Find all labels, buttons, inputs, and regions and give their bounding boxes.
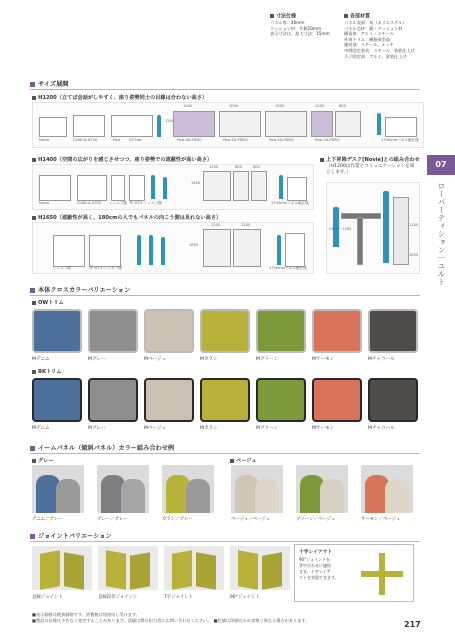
- chapter-label: ローパーティション｜ユルト: [437, 182, 446, 286]
- person-figure: [137, 235, 141, 265]
- panel-side-view: [285, 233, 305, 267]
- ow-trim-swatch: [312, 309, 362, 353]
- caption: シェルフ棚: [109, 201, 127, 205]
- joint-label: T字ジョイント: [164, 595, 193, 600]
- dimension-spec: [270, 14, 330, 37]
- bk-trim-heading: BKトリム: [32, 368, 62, 375]
- combination-photo: [32, 465, 84, 513]
- novie-heading: 上下昇降デスク[Novie]との組み合わせ: [320, 156, 420, 163]
- dimension-label: 1200: [241, 223, 251, 227]
- ow-trim-swatch-label: Mグリーン: [256, 357, 279, 362]
- height-label: 1200: [165, 119, 175, 123]
- caption: 1700mmパネル幅仕様: [269, 266, 307, 270]
- joint-photo: [32, 546, 92, 590]
- panel-front-view: [233, 229, 261, 267]
- panel-front-view: [251, 171, 267, 201]
- bk-trim-swatch-label: Mグリーン: [256, 426, 279, 431]
- combination-photo: [97, 465, 149, 513]
- caption: 1700mmパネル幅仕様: [271, 201, 309, 205]
- square-bullet-icon: [32, 96, 36, 100]
- person-figure: [383, 191, 389, 263]
- desk-plan: [39, 175, 71, 201]
- material-spec-line: 中間固定金具：スチール、塗装仕上げ: [344, 48, 415, 54]
- beige-group-heading: ベージュ: [230, 457, 257, 464]
- desk-plan: [39, 117, 67, 137]
- dimension-label: 1000: [183, 104, 193, 108]
- panel-front-view: [203, 229, 231, 267]
- dimension-label: 1000: [275, 104, 285, 108]
- cross-layout-note: 90°ジョイントを 背中合わせに連結 させ、十字レイア ウトを実現できます。: [299, 557, 339, 580]
- panel-side-view: [287, 177, 307, 201]
- square-bullet-icon: [320, 158, 324, 162]
- combination-photo: [296, 465, 348, 513]
- material-spec-line: パネル表面：布（ポリエステル）: [344, 20, 407, 26]
- caption: Pow-SA-PDRQ: [223, 138, 248, 142]
- desk-side-view: [111, 115, 153, 137]
- combination-photo: [162, 465, 214, 513]
- chair-plan: [73, 115, 105, 137]
- shelf-view: [53, 235, 85, 267]
- dimension-label: 600: [253, 165, 260, 169]
- dimension-label: 800: [339, 104, 346, 108]
- footer-note: ■製品の仕様は予告なく変更することがあります。詳細は弊社担当者にお問い合わせください。 ■色調は印刷のため実物と異なる場合があります。: [32, 618, 310, 623]
- height-label: 1650: [189, 243, 199, 247]
- panel-front-view: [265, 111, 307, 137]
- caption: Pow-SA-PDRQ: [315, 138, 340, 142]
- shelf-view: [111, 175, 125, 201]
- h1400-diagram: [32, 164, 314, 210]
- size-section-title: サイズ展開: [30, 80, 420, 89]
- cross-layout-icon: [357, 551, 407, 597]
- section-marker-icon: [30, 288, 35, 293]
- cross-layout-box: [294, 544, 414, 602]
- section-marker-icon: [30, 446, 35, 451]
- desk-leg: [357, 217, 363, 265]
- material-spec-line: 連結部：スチール、メッキ: [344, 42, 394, 48]
- panel-side-view: [393, 197, 409, 265]
- h1200-heading: H1200（立てば会話がしやすく、座り姿勢同士の目線は合わない高さ）: [32, 94, 207, 101]
- square-bullet-icon: [230, 459, 234, 463]
- ow-trim-swatch-label: Mグレー: [88, 357, 106, 362]
- square-bullet-icon: [32, 370, 36, 374]
- bk-trim-swatch: [200, 378, 250, 422]
- dimension-spec-line: パネル厚：40mm: [270, 20, 305, 26]
- page-number: 217: [404, 620, 421, 629]
- person-figure: [161, 237, 165, 265]
- material-spec-line: ネジ固定部：アルミ、塗装仕上げ: [344, 53, 407, 59]
- panel-front-view: [233, 171, 249, 201]
- ow-trim-swatch: [368, 309, 418, 353]
- caption: Novie: [39, 138, 50, 142]
- combination-label: グリーン／ベージュ: [296, 517, 336, 522]
- gray-group-heading: グレー: [32, 457, 54, 464]
- dimension-label: 600: [235, 165, 242, 169]
- bk-trim-swatch: [32, 378, 82, 422]
- caption: CLBD-A-HT00: [73, 138, 98, 142]
- ow-trim-swatch: [32, 309, 82, 353]
- caption: シェルフ棚: [53, 266, 71, 270]
- dimension-label: 1200: [211, 223, 221, 227]
- shelf-side-view: [89, 235, 121, 267]
- dimension-label: 1000: [229, 104, 239, 108]
- dimension-label: 1200: [409, 223, 419, 227]
- dimension-label: 1650: [409, 253, 419, 257]
- person-figure: [149, 235, 153, 265]
- material-spec-line: パネル芯材：紙・クッション材: [344, 25, 403, 31]
- height-label: 1400: [191, 181, 201, 185]
- bk-trim-swatch: [88, 378, 138, 422]
- joint-section-title: ジョイントバリエーション: [30, 532, 420, 541]
- square-bullet-icon: [32, 158, 36, 162]
- novie-note: （H1200は作業とコミュニケーションを両立します。）: [326, 164, 415, 175]
- ow-trim-swatch-label: Mサーモン: [312, 357, 335, 362]
- person-figure: [151, 175, 155, 199]
- person-figure: [163, 177, 167, 199]
- square-bullet-icon: [32, 459, 36, 463]
- joint-label: 直線ジョイント: [32, 595, 63, 600]
- panel-front-view: [335, 111, 361, 137]
- joint-label: 90°ジョイント: [230, 595, 260, 600]
- person-figure: [277, 235, 281, 265]
- footer-notes: [32, 612, 392, 624]
- joint-label: 直線段差ジョイント: [98, 595, 138, 600]
- section-marker-icon: [30, 82, 35, 87]
- bk-trim-swatch: [144, 378, 194, 422]
- color-section-title: 本体クロスカラーバリエーション: [30, 286, 420, 295]
- novie-diagram: [326, 182, 420, 274]
- caption: Pow-SA-PDRQ: [269, 138, 294, 142]
- footer-note: ■表示価格は税抜価格です。消費税は別途申し受けます。: [32, 612, 140, 617]
- caption: Pole: [113, 138, 121, 142]
- material-spec-line: 構造体：アルミ・スチール: [344, 31, 394, 37]
- joint-photo: [164, 546, 224, 590]
- caption: DTY-ab: [129, 138, 142, 142]
- combination-photo: [361, 465, 413, 513]
- combination-photo: [231, 465, 283, 513]
- desk-side-view: [77, 175, 107, 201]
- combination-label: デニム／グレー: [32, 517, 63, 522]
- ow-trim-swatch-label: Mカラシ: [200, 357, 218, 362]
- panel-front-view: [203, 171, 231, 201]
- square-bullet-icon: [32, 301, 36, 305]
- ow-trim-swatch-label: Mベージュ: [144, 357, 167, 362]
- caption: Pow-SA-PDRO: [177, 138, 202, 142]
- dimension-spec-title: 寸法仕様: [270, 14, 330, 20]
- combination-label: ベージュ／ベージュ: [231, 517, 271, 522]
- caption: TF-HT-5 シェルフ棚: [89, 266, 122, 270]
- h1400-heading: H1400（空間の広がりを感じさせつつ、座り姿勢での遮蔽性が高い高さ）: [32, 156, 212, 163]
- panel-front-view: [311, 111, 333, 137]
- ow-trim-swatch: [88, 309, 138, 353]
- panel-side-view: [385, 117, 417, 137]
- material-spec: [344, 14, 415, 59]
- person-figure: [157, 115, 161, 137]
- dimension-label: H650〜1250: [329, 227, 352, 231]
- bk-trim-swatch: [256, 378, 306, 422]
- h1650-heading: H1650（遮蔽性が高く、180cmの人でもパネルの向こう側は見れない高さ）: [32, 214, 221, 221]
- h1200-diagram: [32, 102, 424, 148]
- bk-trim-swatch-label: Mデニム: [32, 426, 50, 431]
- shelf-view: [129, 175, 145, 201]
- caption: CLBD-A-HT00: [77, 201, 102, 205]
- image-panel-section-title: イームパネル（傾斜パネル）カラー組み合わせ例: [30, 444, 420, 453]
- bk-trim-swatch-label: Mサーモン: [312, 426, 335, 431]
- bk-trim-swatch-label: Mベージュ: [144, 426, 167, 431]
- bk-trim-swatch-label: Mチャコール: [368, 426, 395, 431]
- caption: Novie: [39, 201, 50, 205]
- bk-trim-swatch-label: Mカラシ: [200, 426, 218, 431]
- panel-front-view: [219, 111, 261, 137]
- combination-label: サーモン／ベージュ: [361, 517, 401, 522]
- square-bullet-icon: [32, 216, 36, 220]
- bk-trim-swatch: [368, 378, 418, 422]
- material-spec-line: 外周トリム：樹脂成型品: [344, 36, 391, 42]
- combination-label: グレー／グレー: [97, 517, 128, 522]
- combination-label: カラシ／グレー: [162, 517, 193, 522]
- dimension-label: 1200: [315, 104, 325, 108]
- h1650-diagram: [32, 222, 314, 274]
- ow-trim-heading: OWトリム: [32, 299, 64, 306]
- chapter-tab: 07: [427, 155, 455, 175]
- person-figure: [279, 175, 283, 199]
- person-figure: [377, 113, 381, 135]
- dimension-label: 1200: [209, 165, 219, 169]
- dimension-spec-line: クッション材：片側10mm: [270, 25, 322, 31]
- ow-trim-swatch-label: Mチャコール: [368, 357, 395, 362]
- ow-trim-swatch: [256, 309, 306, 353]
- dimension-spec-line: 表示寸法は、最大寸法：15mm: [270, 31, 330, 37]
- ow-trim-swatch-label: Mデニム: [32, 357, 50, 362]
- caption: 1700mmパネル幅仕様: [381, 138, 419, 142]
- material-spec-title: 各部材質: [344, 14, 415, 20]
- joint-photo: [230, 546, 290, 590]
- caption: TF-HT-5 シェルフ棚: [129, 201, 162, 205]
- bk-trim-swatch: [312, 378, 362, 422]
- panel-front-view: [173, 111, 215, 137]
- section-marker-icon: [30, 534, 35, 539]
- cross-layout-title: 十字レイアウト: [299, 550, 333, 555]
- bk-trim-swatch-label: Mグレー: [88, 426, 106, 431]
- ow-trim-swatch: [200, 309, 250, 353]
- joint-photo: [98, 546, 158, 590]
- ow-trim-swatch: [144, 309, 194, 353]
